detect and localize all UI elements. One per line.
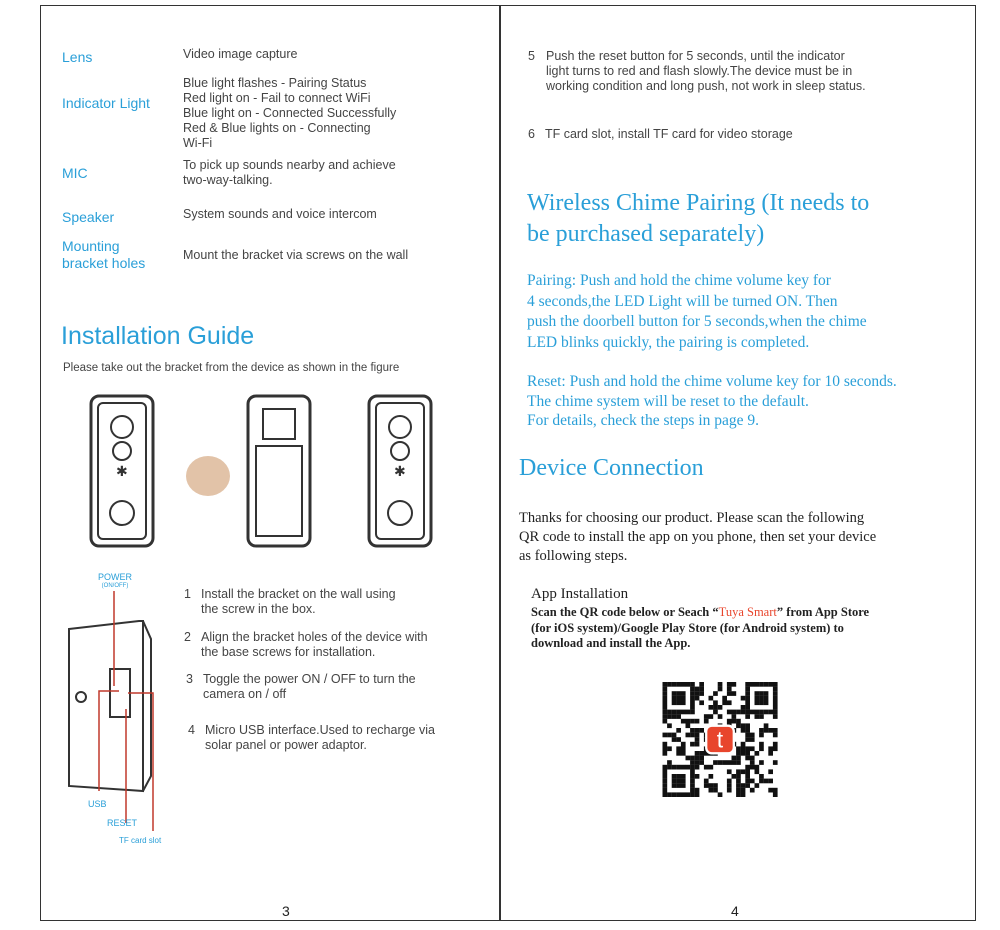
- device-connection-title: Device Connection: [519, 455, 704, 481]
- reset-text: Reset: Push and hold the chime volume key for 10 seconds. The chime system will be reset to the default. For details, check the steps in page 9.: [527, 373, 897, 429]
- callout-usb: USB: [88, 799, 107, 809]
- manual-page-3: [40, 5, 501, 921]
- tuya-smart-link: Tuya Smart: [718, 605, 777, 619]
- install-step-2: 2 Align the bracket holes of the device with the base screws for installation.: [184, 630, 428, 659]
- qr-code: [660, 682, 780, 797]
- chime-pairing-title: Wireless Chime Pairing (It needs to be purchased separately): [527, 190, 870, 247]
- step-6: 6 TF card slot, install TF card for video storage: [528, 127, 793, 141]
- bracket-removal-figure: [86, 391, 466, 551]
- step-5: 5 Push the reset button for 5 seconds, until the indicator light turns to red and flash slowly.The device must be in working condition and long push, not work in sleep status.: [528, 49, 866, 93]
- app-installation-text: Scan the QR code below or Seach “Tuya Smart” from App Store (for iOS system)/Google Play Store (for Android system) to download and install the App.: [531, 605, 870, 650]
- install-step-4: 4 Micro USB interface.Used to recharge via solar panel or power adaptor.: [188, 723, 435, 752]
- svg-text:✱: ✱: [116, 463, 128, 479]
- spec-label-mounting: Mounting bracket holes: [62, 238, 146, 271]
- spec-desc-mounting: Mount the bracket via screws on the wall: [183, 248, 409, 262]
- install-step-1: 1 Install the bracket on the wall using the screw in the box.: [184, 587, 396, 616]
- spec-label-indicator: Indicator Light: [62, 95, 150, 111]
- page-number: 4: [731, 903, 739, 919]
- app-installation-title: App Installation: [531, 586, 629, 602]
- svg-text:✱: ✱: [394, 463, 406, 479]
- callout-tf-card-slot: TF card slot: [119, 836, 162, 845]
- install-step-3: 3 Toggle the power ON / OFF to turn the camera on / off: [186, 672, 416, 701]
- spec-desc-lens: Video image capture: [183, 47, 298, 61]
- intro-text: Thanks for choosing our product. Please scan the following QR code to install the app on you phone, then set your device as following steps.: [519, 510, 877, 564]
- spec-label-speaker: Speaker: [62, 209, 115, 225]
- installation-subtitle: Please take out the bracket from the device as shown in the figure: [63, 362, 400, 374]
- callout-power: POWER (ON/OFF): [98, 572, 133, 589]
- svg-text:t: t: [716, 726, 724, 753]
- spec-label-mic: MIC: [62, 165, 88, 181]
- callout-reset: RESET: [107, 818, 138, 828]
- spec-label-lens: Lens: [62, 49, 93, 65]
- spec-desc-speaker: System sounds and voice intercom: [183, 207, 377, 221]
- page-number: 3: [282, 903, 290, 919]
- spec-desc-indicator: Blue light flashes - Pairing Status Red light on - Fail to connect WiFi Blue light on - Connected Successfully Red & Blue lights on - Connecting Wi-Fi: [183, 76, 397, 150]
- manual-page-4: [499, 5, 976, 921]
- pairing-text: Pairing: Push and hold the chime volume key for 4 seconds,the LED Light will be turned ON. Then push the doorbell button for 5 seconds,when the chime LED blinks quickly, the pairing is completed.: [527, 272, 867, 351]
- spec-desc-mic: To pick up sounds nearby and achieve two-way-talking.: [183, 158, 396, 187]
- installation-guide-title: Installation Guide: [61, 322, 255, 350]
- device-side-figure: [61, 591, 171, 841]
